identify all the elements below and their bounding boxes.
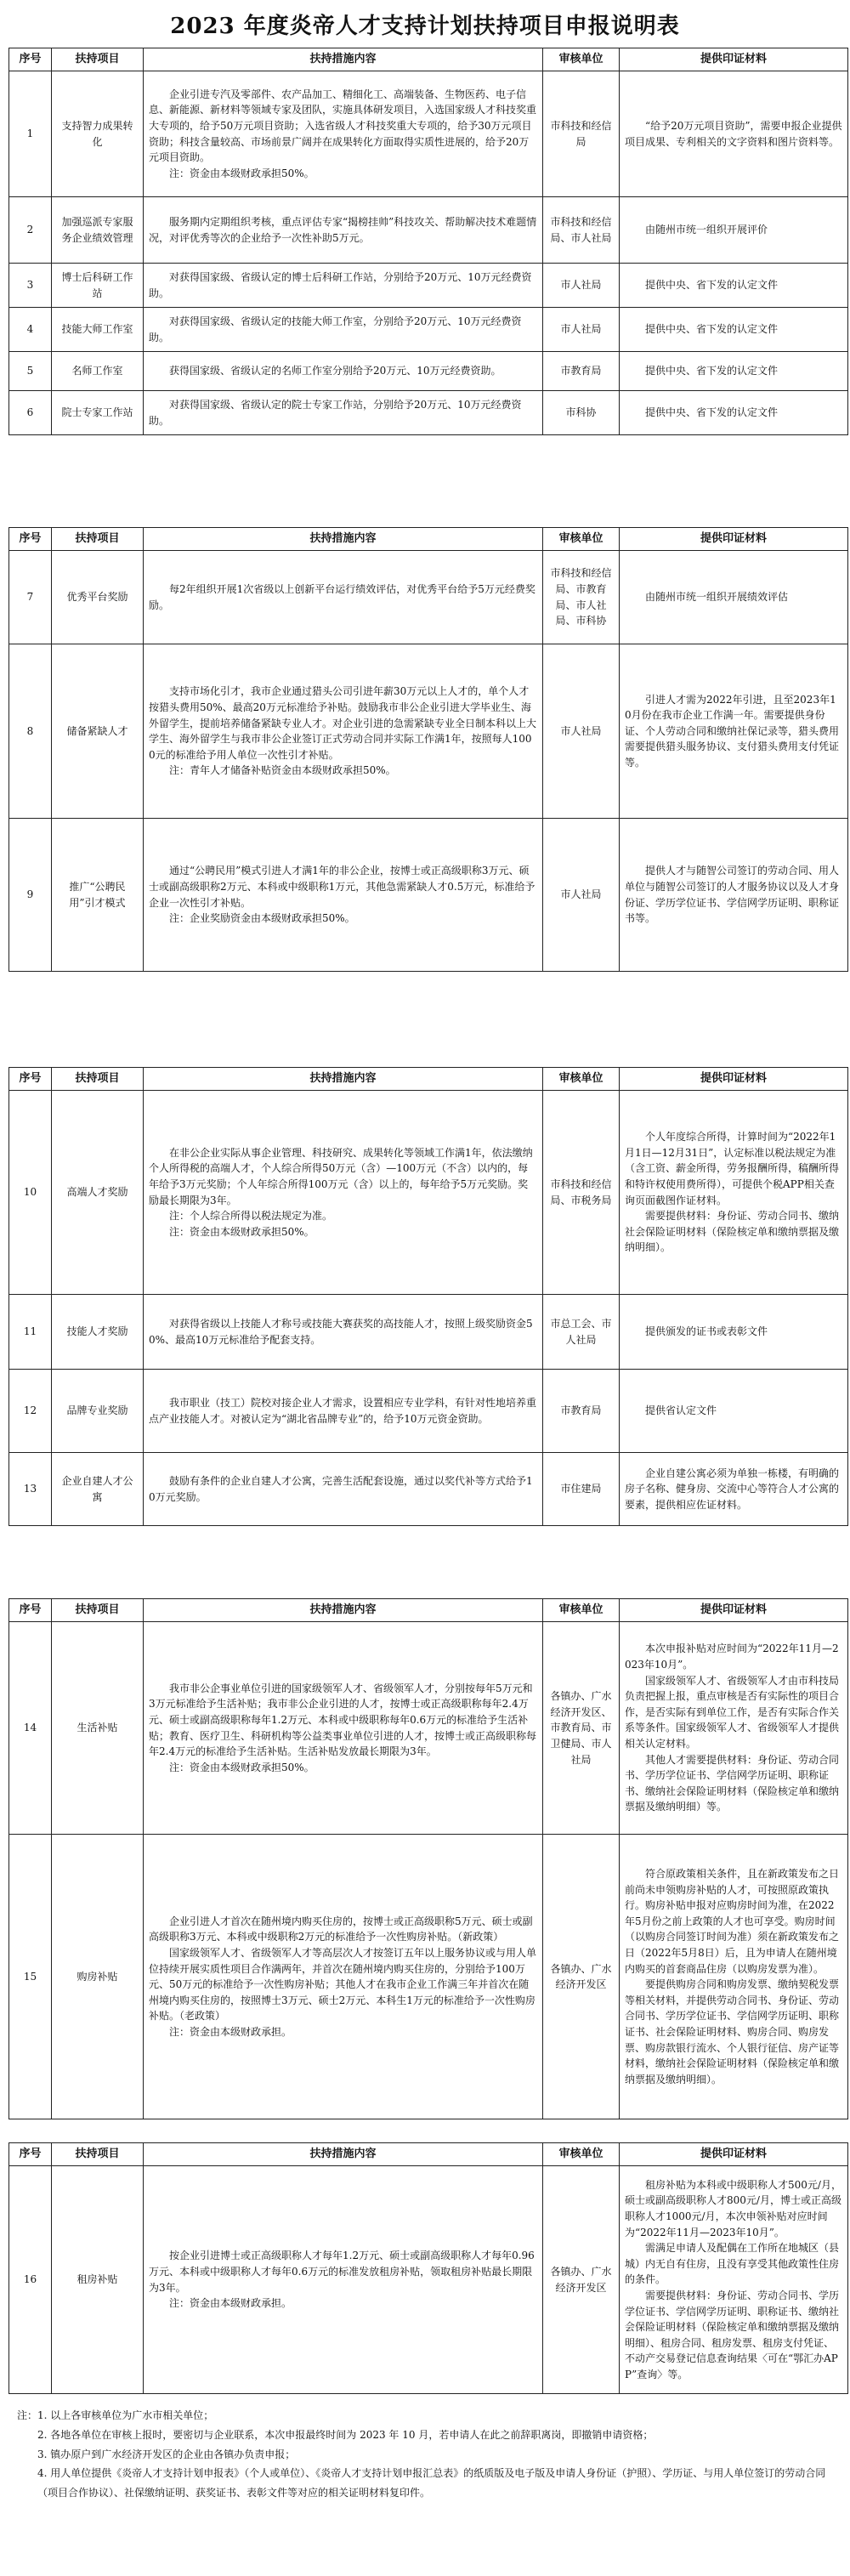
measure-text: 我市职业（技工）院校对接企业人才需求，设置相应专业学科，有针对性地培养重点产业技能人才。对被认定为“湖北省品牌专业”的，给予10万元资金资助。 [149, 1397, 537, 1425]
header-no: 序号 [9, 528, 52, 551]
materials-text: 提供中央、省下发的认定文件 [645, 279, 779, 292]
table-section-5 [8, 2142, 848, 2394]
row-measure [144, 551, 543, 644]
row-unit: 市总工会、市人社局 [543, 1295, 620, 1370]
measure-text: 对获得国家级、省级认定的院士专家工作站，分别给予20万元、10万元经费资助。 [149, 399, 522, 427]
row-materials [620, 1091, 848, 1295]
row-materials [620, 308, 848, 352]
header-unit: 审核单位 [543, 528, 620, 551]
table-row [9, 264, 848, 308]
row-unit: 市人社局 [543, 644, 620, 819]
row-unit: 各镇办、广水经济开发区 [543, 1835, 620, 2119]
table-row [9, 1091, 848, 1295]
row-unit: 市人社局 [543, 308, 620, 352]
row-item-name: 租房补贴 [52, 2166, 144, 2394]
row-materials [620, 391, 848, 435]
measure-text: 通过“公聘民用”模式引进人才满1年的非公企业，按博士或正高级职称3万元、硕士或副高级职称2万元、本科或中级职称1万元，其他急需紧缺人才0.5万元，标准给予企业一次性引才补贴。 [149, 865, 536, 909]
row-number: 4 [9, 308, 52, 352]
row-number: 16 [9, 2166, 52, 2394]
table-page-1 [8, 48, 848, 435]
table-section-4 [8, 1598, 848, 2119]
header-no: 序号 [9, 1599, 52, 1622]
measure-text: 在非公企业实际从事企业管理、科技研究、成果转化等领域工作满1年，依法缴纳个人所得税的高端人才，个人综合所得50万元（含）—100万元（不含）以内的，每年给予3万元奖励；个人年综合所得100万元（含）以上的，每年给予5万元奖励。奖励最长期限为3年。 [149, 1146, 533, 1206]
row-item-name: 博士后科研工作站 [52, 264, 144, 308]
table-page-2 [8, 527, 848, 972]
row-unit: 市科技和经信局、市税务局 [543, 1091, 620, 1295]
measure-note: 注：资金由本级财政承担。 [169, 2025, 292, 2038]
measure-note: 注：资金由本级财政承担50%。 [169, 1225, 314, 1238]
row-measure [144, 819, 543, 972]
measure-text: 国家级领军人才、省级领军人才等高层次人才按签订五年以上服务协议或与用人单位持续开展实质性项目合作满两年，并首次在随州境内购买住房的，分别给予100万元、50万元的标准给予一次性购房补贴；其他人才在我市企业工作满三年并首次在随州境内购买住房的，按照博士3万元、硕士2万元、本科生1万元的标准给予一次性购房补贴。（老政策） [149, 1946, 537, 2023]
materials-text: 国家级领军人才、省级领军人才由市科技局负责把握上报，重点审核是否有实际性的项目合作，是否实际有到单位工作，是否有实际合作关系等条件。国家级领军人才、省级领军人才提供相关认定材料。 [625, 1674, 840, 1750]
row-item-name: 企业自建人才公寓 [52, 1453, 144, 1526]
row-number: 12 [9, 1370, 52, 1453]
row-measure [144, 1370, 543, 1453]
header-item: 扶持项目 [52, 2143, 144, 2166]
row-number: 9 [9, 819, 52, 972]
row-unit: 市科技和经信局、市人社局 [543, 197, 620, 264]
table-header-row [9, 2143, 848, 2166]
materials-text: 本次申报补贴对应时间为“2022年11月—2023年10月”。 [625, 1643, 839, 1671]
row-item-name: 购房补贴 [52, 1835, 144, 2119]
header-measure: 扶持措施内容 [144, 48, 543, 71]
row-number: 2 [9, 197, 52, 264]
materials-text: 需满足申请人及配偶在工作所在地城区（县城）内无自有住房，且没有享受其他政策性住房的条件。 [625, 2242, 840, 2286]
row-item-name: 高端人才奖励 [52, 1091, 144, 1295]
materials-text: 提供中央、省下发的认定文件 [645, 406, 779, 419]
row-measure [144, 2166, 543, 2394]
header-unit: 审核单位 [543, 2143, 620, 2166]
row-number: 8 [9, 644, 52, 819]
row-item-name: 优秀平台奖励 [52, 551, 144, 644]
row-measure [144, 1453, 543, 1526]
footnote-line: 注：1. 以上各审核单位为广水市相关单位； [17, 2409, 214, 2421]
measure-text: 对获得国家级、省级认定的技能大师工作室，分别给予20万元、10万元经费资助。 [149, 315, 522, 343]
table-row [9, 391, 848, 435]
row-unit: 各镇办、广水经济开发区 [543, 2166, 620, 2394]
row-measure [144, 1295, 543, 1370]
measure-note: 注：企业奖励资金由本级财政承担50%。 [169, 912, 355, 925]
table-row [9, 819, 848, 972]
row-materials [620, 352, 848, 391]
table-row [9, 1622, 848, 1835]
row-measure [144, 352, 543, 391]
row-number: 3 [9, 264, 52, 308]
row-measure [144, 1091, 543, 1295]
row-materials [620, 264, 848, 308]
row-unit: 市人社局 [543, 264, 620, 308]
row-number: 6 [9, 391, 52, 435]
measure-text: 我市非公企事业单位引进的国家级领军人才、省级领军人才，分别按每年5万元和3万元标准给予生活补贴；我市非公企业引进的人才，按博士或正高级职称每年2.4万元、硕士或副高级职称每年1.2万元、本科或中级职称每年0.6万元的标准给予生活补贴；教育、医疗卫生、科研机构等公益类事业单位引进的人才，按博士或正高级职称每年2.4万元的标准给予生活补贴。生活补贴发放最长期限为3年。 [149, 1682, 537, 1758]
row-unit: 市教育局 [543, 352, 620, 391]
table-section-3 [8, 1067, 848, 1526]
row-number: 5 [9, 352, 52, 391]
header-measure: 扶持措施内容 [144, 1068, 543, 1091]
row-number: 15 [9, 1835, 52, 2119]
materials-text: 其他人才需要提供材料：身份证、劳动合同书、学历学位证书、学信网学历证明、职称证书、缴纳社会保险证明材料（保险核定单和缴纳票据及缴纳明细）等。 [625, 1753, 840, 1813]
header-no: 序号 [9, 1068, 52, 1091]
table-row [9, 71, 848, 197]
row-measure [144, 1835, 543, 2119]
header-measure: 扶持措施内容 [144, 2143, 543, 2166]
header-materials: 提供印证材料 [620, 1599, 848, 1622]
row-materials [620, 71, 848, 197]
measure-text: 鼓励有条件的企业自建人才公寓，完善生活配套设施，通过以奖代补等方式给予10万元奖励。 [149, 1475, 533, 1503]
materials-text: 符合原政策相关条件，且在新政策发布之日前尚未申领购房补贴的人才，可按照原政策执行。购房补贴申报对应购房时间为准，在2022年5月份之前上政策的人才也可享受。购房时间（以购房合同签订时间为准）须在新政策发布之日（2022年5月8日）后，且为申请人在随州境内购买的首套商品住房（以购房发票为准）。 [625, 1867, 840, 1975]
table-page-4 [8, 1598, 848, 2119]
header-materials: 提供印证材料 [620, 528, 848, 551]
row-item-name: 技能人才奖励 [52, 1295, 144, 1370]
row-materials [620, 1835, 848, 2119]
row-unit: 市科技和经信局 [543, 71, 620, 197]
measure-text: 企业引进专汽及零部件、农产品加工、精细化工、高端装备、生物医药、电子信息、新能源、新材料等领域专家及团队，实施具体研发项目，入选国家级人才科技奖重大专项的，给予50万元项目资助；入选省级人才科技奖重大专项的，给予30万元项目资助；科技含量较高、市场前景广阔并在成果转化方面取得实质性进展的，给予20万元项目资助。 [149, 88, 537, 164]
materials-text: 由随州市统一组织开展绩效评估 [645, 591, 789, 604]
row-measure [144, 197, 543, 264]
header-measure: 扶持措施内容 [144, 1599, 543, 1622]
row-measure [144, 644, 543, 819]
materials-text: 提供省认定文件 [645, 1404, 717, 1417]
header-no: 序号 [9, 2143, 52, 2166]
row-number: 14 [9, 1622, 52, 1835]
header-item: 扶持项目 [52, 528, 144, 551]
row-materials [620, 644, 848, 819]
measure-text: 对获得省级以上技能人才称号或技能大赛获奖的高技能人才，按照上级奖励资金50%、最高10万元标准给予配套支持。 [149, 1318, 533, 1346]
row-number: 1 [9, 71, 52, 197]
materials-text: 个人年度综合所得，计算时间为“2022年1月1日—12月31日”，认定标准以税法规定为准（含工资、薪金所得，劳务报酬所得，稿酬所得和特许权使用费所得），可提供个税APP相关查询页面截图作证材料。 [625, 1131, 840, 1206]
row-item-name: 加强巡派专家服务企业绩效管理 [52, 197, 144, 264]
header-materials: 提供印证材料 [620, 1068, 848, 1091]
materials-text: 要提供购房合同和购房发票、缴纳契税发票等相关材料，并提供劳动合同书、身份证、劳动合同书、学历学位证书、学信网学历证明、职称证书、社会保险证明材料、购房合同、购房发票、购房款银行流水、个人银行征信、房产证等材料，缴纳社会保险证明材料（保险核定单和缴纳票据及缴纳明细）。 [625, 1978, 840, 2085]
measure-note: 注：个人综合所得以税法规定为准。 [169, 1210, 333, 1223]
materials-text: 提供中央、省下发的认定文件 [645, 323, 779, 336]
header-unit: 审核单位 [543, 48, 620, 71]
materials-text: 提供人才与随智公司签订的劳动合同、用人单位与随智公司签订的人才服务协议以及人才身份证、学历学位证书、学信网学历证明、职称证书等。 [625, 865, 840, 925]
row-item-name: 储备紧缺人才 [52, 644, 144, 819]
row-item-name: 推广“公聘民用”引才模式 [52, 819, 144, 972]
header-item: 扶持项目 [52, 1068, 144, 1091]
row-unit: 市科协 [543, 391, 620, 435]
table-section-2 [8, 527, 848, 972]
header-materials: 提供印证材料 [620, 48, 848, 71]
measure-note: 注：资金由本级财政承担50%。 [169, 1761, 314, 1773]
table-page-5 [8, 2142, 848, 2394]
header-measure: 扶持措施内容 [144, 528, 543, 551]
measure-text: 企业引进人才首次在随州境内购买住房的，按博士或正高级职称5万元、硕士或副高级职称3万元、本科或中级职称2万元的标准给予一次性购房补贴。（新政策） [149, 1915, 533, 1943]
footnote-line: 2. 各地各单位在审核上报时，要密切与企业联系，本次申报最终时间为 2023 年 10 月，若申请人在此之前辞职离岗，即撤销申请资格； [37, 2428, 654, 2441]
row-item-name: 生活补贴 [52, 1622, 144, 1835]
row-materials [620, 1370, 848, 1453]
row-measure [144, 391, 543, 435]
table-row [9, 1295, 848, 1370]
row-number: 10 [9, 1091, 52, 1295]
materials-text: “给予20万元项目资助”，需要申报企业提供项目成果、专利相关的文字资料和图片资料等。 [625, 120, 842, 148]
table-row [9, 2166, 848, 2394]
row-item-name: 院士专家工作站 [52, 391, 144, 435]
header-unit: 审核单位 [543, 1068, 620, 1091]
table-row [9, 308, 848, 352]
measure-text: 按企业引进博士或正高级职称人才每年1.2万元、硕士或副高级职称人才每年0.96万元、本科或中级职称人才每年0.6万元的标准发放租房补贴，领取租房补贴最长期限为3年。 [149, 2250, 535, 2294]
table-row [9, 197, 848, 264]
footnote-line: 3. 镇办原户到广水经济开发区的企业由各镇办负责申报； [37, 2448, 296, 2460]
measure-text: 对获得国家级、省级认定的博士后科研工作站，分别给予20万元、10万元经费资助。 [149, 271, 532, 299]
measure-text: 服务期内定期组织考核，重点评估专家“揭榜挂帅”科技攻关、帮助解决技术难题情况，对评优秀等次的企业给予一次性补助5万元。 [149, 216, 537, 244]
measure-text: 支持市场化引才，我市企业通过猎头公司引进年薪30万元以上人才的，单个人才按猎头费用50%、最高20万元标准给予补贴。鼓励我市非公企业引进大学毕业生、海外留学生，提前培养储备紧缺专业人才。对企业引进的急需紧缺专业全日制本科以上大学生、海外留学生与我市非公企业签订正式劳动合同并实际工作满1年，按照每人1000元的标准给予用人单位一次性引才补贴。 [149, 685, 537, 761]
table-row [9, 551, 848, 644]
table-row [9, 1835, 848, 2119]
table-header-row [9, 528, 848, 551]
table-page-3 [8, 1067, 848, 1526]
measure-text: 每2年组织开展1次省级以上创新平台运行绩效评估，对优秀平台给予5万元经费奖励。 [149, 583, 536, 611]
row-item-name: 技能大师工作室 [52, 308, 144, 352]
table-header-row [9, 1068, 848, 1091]
row-materials [620, 197, 848, 264]
measure-text: 获得国家级、省级认定的名师工作室分别给予20万元、10万元经费资助。 [169, 365, 502, 377]
row-unit: 市人社局 [543, 819, 620, 972]
row-item-name: 支持智力成果转化 [52, 71, 144, 197]
row-number: 7 [9, 551, 52, 644]
row-unit: 市科技和经信局、市教育局、市人社局、市科协 [543, 551, 620, 644]
measure-note: 注：资金由本级财政承担。 [169, 2297, 292, 2310]
document-title: 2023 年度炎帝人才支持计划扶持项目申报说明表 [170, 14, 680, 39]
row-measure [144, 1622, 543, 1835]
table-row [9, 644, 848, 819]
table-header-row [9, 48, 848, 71]
materials-text: 由随州市统一组织开展评价 [645, 224, 768, 236]
row-unit: 各镇办、广水经济开发区、市教育局、市卫健局、市人社局 [543, 1622, 620, 1835]
row-materials [620, 819, 848, 972]
row-materials [620, 551, 848, 644]
row-materials [620, 1453, 848, 1526]
materials-text: 引进人才需为2022年引进，且至2023年10月份在我市企业工作满一年。需要提供身份证、个人劳动合同和缴纳社保记录等，猎头费用需要提供猎头服务协议、支付猎头费用支付凭证等。 [625, 693, 840, 769]
row-number: 11 [9, 1295, 52, 1370]
table-row [9, 352, 848, 391]
row-measure [144, 264, 543, 308]
header-no: 序号 [9, 48, 52, 71]
row-number: 13 [9, 1453, 52, 1526]
row-measure [144, 308, 543, 352]
header-item: 扶持项目 [52, 1599, 144, 1622]
row-materials [620, 2166, 848, 2394]
row-materials [620, 1295, 848, 1370]
table-section-1 [8, 48, 848, 435]
footnotes [17, 2406, 833, 2503]
header-unit: 审核单位 [543, 1599, 620, 1622]
row-materials [620, 1622, 848, 1835]
materials-text: 企业自建公寓必须为单独一栋楼，有明确的房子名称、健身房、交流中心等符合人才公寓的要素，提供相应佐证材料。 [625, 1467, 840, 1511]
measure-note: 注：青年人才储备补贴资金由本级财政承担50%。 [169, 764, 396, 777]
footnote-line: 4. 用人单位提供《炎帝人才支持计划申报表》（个人或单位）、《炎帝人才支持计划申报汇总表》的纸质版及电子版及申请人身份证（护照）、学历证、与用人单位签订的劳动合同（项目合作协议）、社保缴纳证明、获奖证书、表彰文件等对应的相关证明材料复印件。 [37, 2467, 826, 2499]
row-item-name: 名师工作室 [52, 352, 144, 391]
row-unit: 市教育局 [543, 1370, 620, 1453]
header-materials: 提供印证材料 [620, 2143, 848, 2166]
row-measure [144, 71, 543, 197]
table-row [9, 1453, 848, 1526]
header-item: 扶持项目 [52, 48, 144, 71]
materials-text: 提供颁发的证书或表彰文件 [645, 1325, 768, 1338]
materials-text: 需要提供材料：身份证、劳动合同书、学历学位证书、学信网学历证明、职称证书、缴纳社会保险证明材料（保险核定单和缴纳票据及缴纳明细）、租房合同、租房发票、租房支付凭证、不动产交易登记信息查询结果〈可在“鄂汇办APP”查询〉等。 [625, 2289, 840, 2380]
measure-note: 注：资金由本级财政承担50%。 [169, 167, 314, 179]
row-unit: 市住建局 [543, 1453, 620, 1526]
materials-text: 需要提供材料：身份证、劳动合同书、缴纳社会保险证明材料（保险核定单和缴纳票据及缴纳明细）。 [625, 1210, 840, 1254]
materials-text: 提供中央、省下发的认定文件 [645, 365, 779, 377]
materials-text: 租房补贴为本科或中级职称人才500元/月，硕士或副高级职称人才800元/月，博士或正高级职称人才1000元/月，本次申领补贴对应时间为“2022年11月—2023年10月”。 [625, 2178, 842, 2238]
row-item-name: 品牌专业奖励 [52, 1370, 144, 1453]
table-row [9, 1370, 848, 1453]
table-header-row [9, 1599, 848, 1622]
